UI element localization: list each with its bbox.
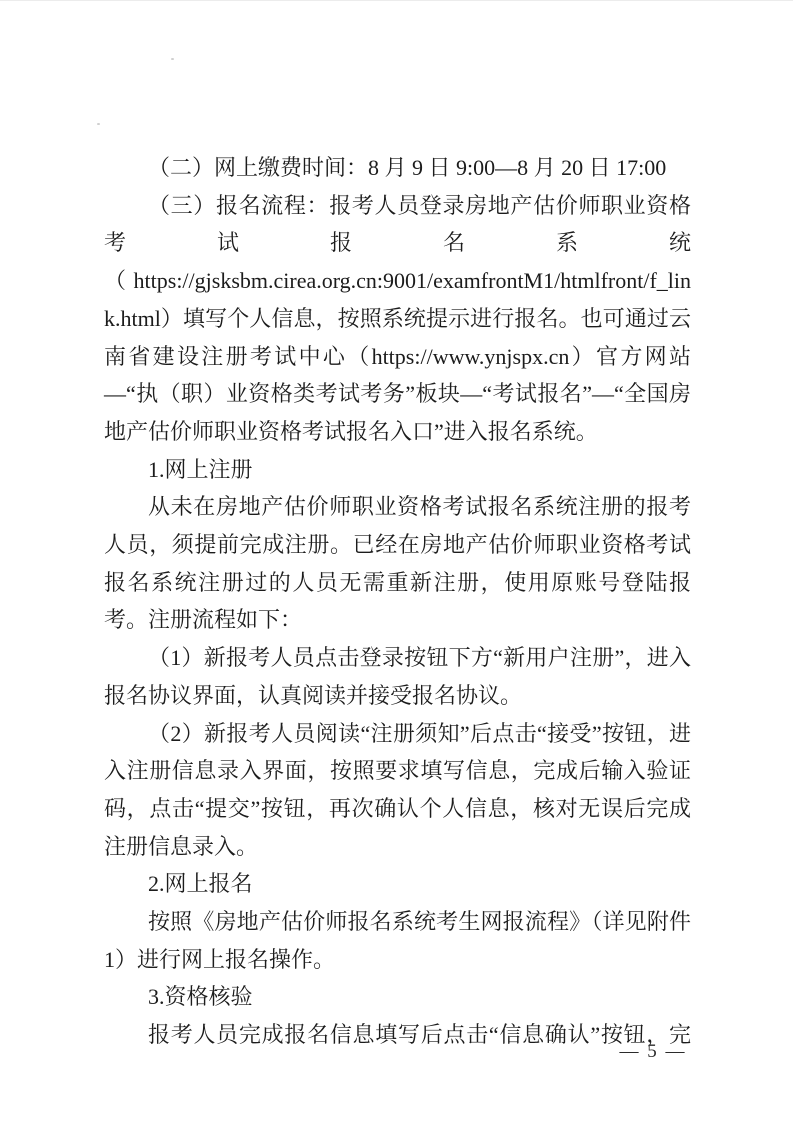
paragraph-qualification-check-note: 报考人员完成报名信息填写后点击“信息确认”按钮，完 <box>148 1022 691 1048</box>
paragraph-heading-online-apply: 2.网上报名 <box>148 871 253 897</box>
paragraph-heading-qualification-check: 3.资格核验 <box>148 984 253 1010</box>
paragraph-register-step-2: （2）新报考人员阅读“注册须知”后点击“接受”按钮，进入注册信息录入界面，按照要求填写信息，完成后输入验证码，点击“提交”按钮，再次确认个人信息，核对无误后完成注册信息录入。 <box>104 720 691 859</box>
paragraph-online-payment-time: （二）网上缴费时间：8 月 9 日 9:00—8 月 20 日 17:00 <box>148 155 667 180</box>
scan-speck <box>171 58 174 60</box>
paragraph-heading-online-register: 1.网上注册 <box>148 456 253 482</box>
paragraph-register-step-1: （1）新报考人员点击登录按钮下方“新用户注册”，进入报名协议界面，认真阅读并接受报名协议。 <box>104 645 691 708</box>
document-body <box>104 149 691 1054</box>
scan-speck <box>97 123 100 125</box>
paragraph-registration-process: （三）报名流程：报考人员登录房地产估价师职业资格考试报名系统（https://gjsksbm.cirea.org.cn:9001/examfrontM1/htmlfront/f_link.html）填写个人信息，按照系统提示进行报名。也可通过云南省建设注册考试中心（https://www.ynjspx.cn）官方网站—“执（职）业资格类考试考务”板块—“考试报名”—“全国房地产估价师职业资格考试报名入口”进入报名系统。 <box>104 192 691 444</box>
paragraph-apply-note: 按照《房地产估价师报名系统考生网报流程》（详见附件 1）进行网上报名操作。 <box>104 909 691 972</box>
paragraph-register-requirement: 从未在房地产估价师职业资格考试报名系统注册的报考人员，须提前完成注册。已经在房地产估价师职业资格考试报名系统注册过的人员无需重新注册，使用原账号登陆报考。注册流程如下： <box>104 494 691 633</box>
page-number: — 5 — <box>619 1041 687 1062</box>
